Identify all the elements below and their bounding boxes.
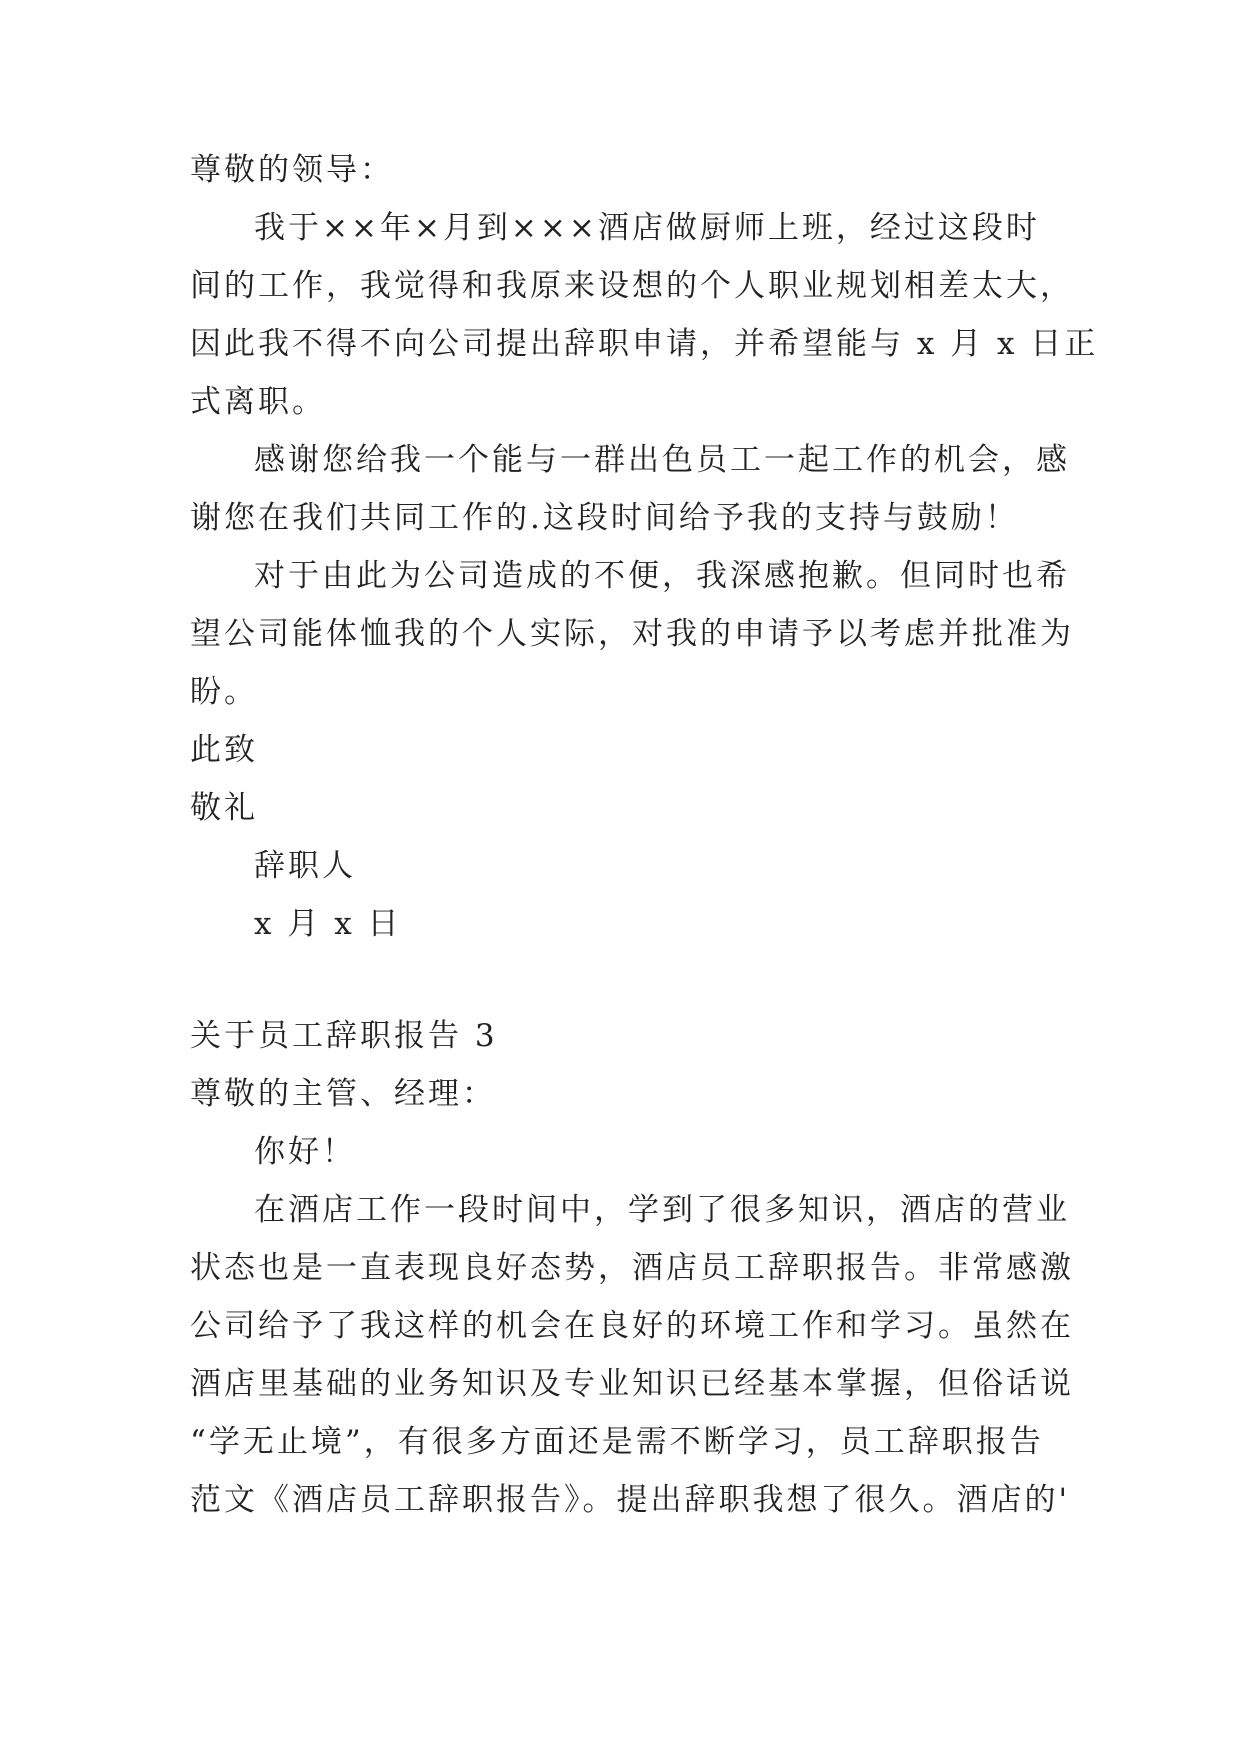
letter2-salutation: 尊敬的主管、经理：	[190, 1076, 496, 1112]
letter1-para3-line1: 对于由此为公司造成的不便，我深感抱歉。但同时也希	[254, 558, 1070, 594]
letter1-para3-line3: 盼。	[190, 674, 258, 710]
letter1-date: x 月 x 日	[254, 906, 402, 942]
letter1-para1-line4: 式离职。	[190, 384, 326, 420]
letter2-greeting: 你好！	[254, 1134, 356, 1170]
letter1-closing-1: 此致	[190, 732, 258, 768]
letter1-signer: 辞职人	[254, 848, 356, 884]
letter2-para1-line1: 在酒店工作一段时间中，学到了很多知识，酒店的营业	[254, 1192, 1070, 1228]
letter2-para1-line3: 公司给予了我这样的机会在良好的环境工作和学习。虽然在	[190, 1308, 1074, 1344]
letter1-para1-line1: 我于××年×月到×××酒店做厨师上班，经过这段时	[254, 210, 1040, 246]
letter2-para1-line2: 状态也是一直表现良好态势，酒店员工辞职报告。非常感激	[190, 1250, 1074, 1286]
letter1-closing-2: 敬礼	[190, 790, 258, 826]
letter2-para1-line6: 范文《酒店员工辞职报告》。提出辞职我想了很久。酒店的'	[190, 1482, 1071, 1518]
letter1-salutation: 尊敬的领导：	[190, 152, 394, 188]
letter2-para1-line4: 酒店里基础的业务知识及专业知识已经基本掌握，但俗话说	[190, 1366, 1074, 1402]
letter1-para1-line3: 因此我不得不向公司提出辞职申请，并希望能与 x 月 x 日正	[190, 326, 1099, 362]
letter1-para2-line2: 谢您在我们共同工作的.这段时间给予我的支持与鼓励！	[190, 500, 1019, 536]
letter1-para2-line1: 感谢您给我一个能与一群出色员工一起工作的机会，感	[254, 442, 1070, 478]
letter2-title: 关于员工辞职报告 3	[190, 1018, 498, 1054]
letter2-para1-line5: “学无止境”，有很多方面还是需不断学习，员工辞职报告	[190, 1424, 1044, 1460]
letter1-para1-line2: 间的工作，我觉得和我原来设想的个人职业规划相差太大，	[190, 268, 1074, 304]
letter1-para3-line2: 望公司能体恤我的个人实际，对我的申请予以考虑并批准为	[190, 616, 1074, 652]
